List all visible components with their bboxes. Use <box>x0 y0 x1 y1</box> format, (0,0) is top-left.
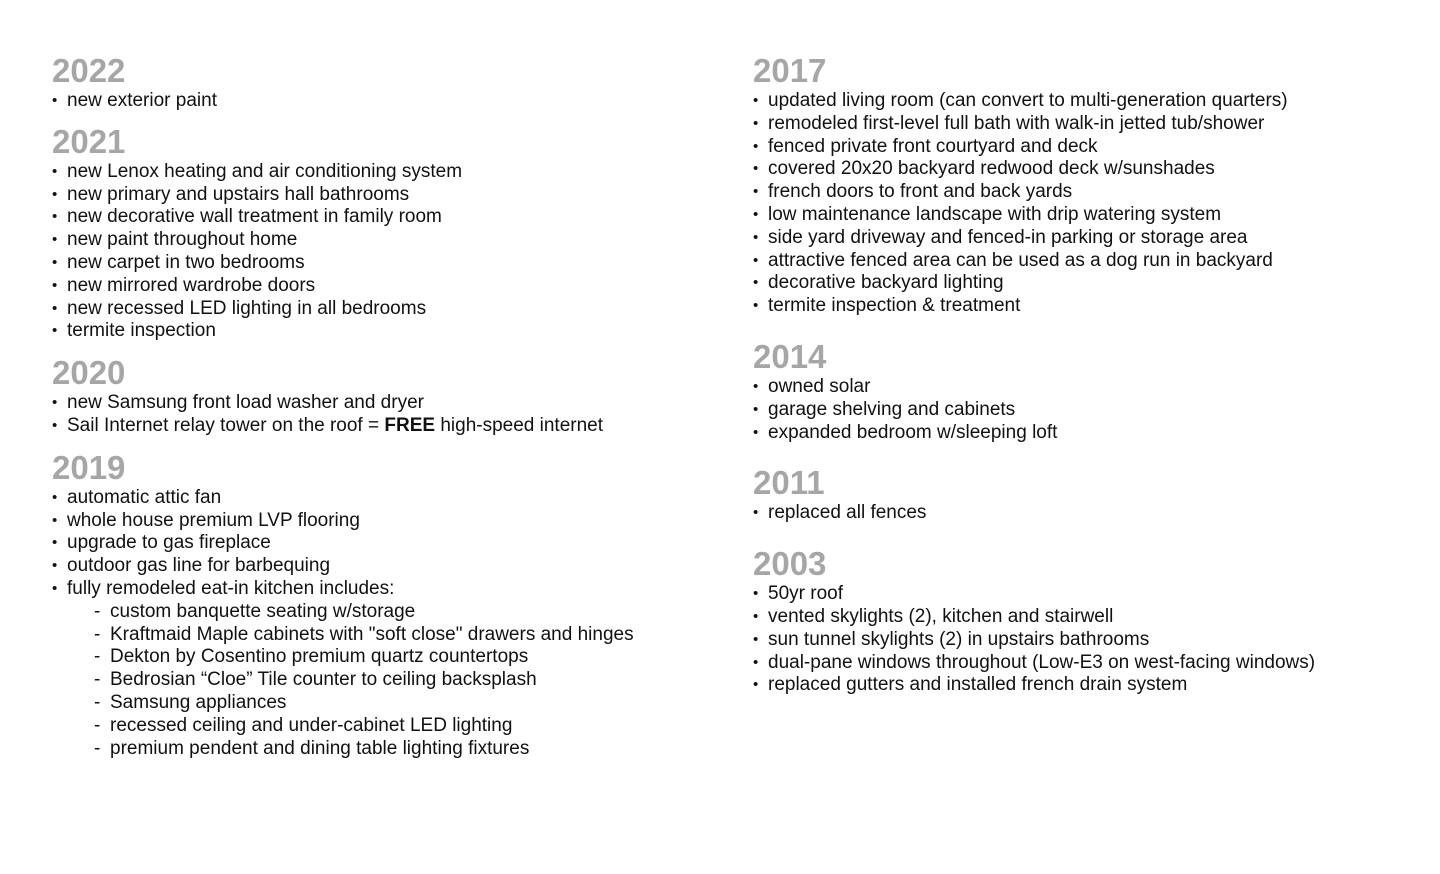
year-heading: 2019 <box>52 448 126 486</box>
kitchen-sub-list <box>52 601 732 761</box>
year-heading: 2003 <box>753 545 827 583</box>
section-2017 <box>753 52 1423 318</box>
year-heading: 2014 <box>753 337 827 375</box>
list-item: • outdoor gas line for barbequing <box>52 555 732 578</box>
sub-list-item: - Bedrosian “Cloe” Tile counter to ceiling backsplash <box>52 669 732 692</box>
list-item: • new decorative wall treatment in family room <box>52 206 732 229</box>
list-item: • garage shelving and cabinets <box>753 399 1423 422</box>
item-list <box>753 90 1423 318</box>
year-heading: 2020 <box>52 354 126 392</box>
year-heading: 2017 <box>753 52 827 89</box>
list-item: • termite inspection & treatment <box>753 295 1423 318</box>
list-item: • decorative backyard lighting <box>753 272 1423 295</box>
list-item: • automatic attic fan <box>52 487 732 510</box>
list-item: • owned solar <box>753 376 1423 399</box>
list-item: • side yard driveway and fenced-in parking or storage area <box>753 227 1423 250</box>
list-item: • new exterior paint <box>52 90 732 113</box>
item-list <box>52 487 732 601</box>
item-text-after: high-speed internet <box>435 414 604 436</box>
year-heading: 2022 <box>52 52 126 89</box>
list-item: • new Lenox heating and air conditioning system <box>52 161 732 184</box>
list-item: • new mirrored wardrobe doors <box>52 275 732 298</box>
year-heading: 2011 <box>753 464 825 502</box>
list-item: • whole house premium LVP flooring <box>52 510 732 533</box>
item-text-before: Sail Internet relay tower on the roof = <box>67 414 385 436</box>
list-item-internet <box>52 415 732 438</box>
list-item: • remodeled first-level full bath with walk-in jetted tub/shower <box>753 113 1423 136</box>
list-item: • replaced gutters and installed french drain system <box>753 674 1423 697</box>
list-item: • attractive fenced area can be used as a dog run in backyard <box>753 250 1423 273</box>
sub-list-item: - recessed ceiling and under-cabinet LED lighting <box>52 715 732 738</box>
sub-list-item: - Dekton by Cosentino premium quartz countertops <box>52 646 732 669</box>
sub-list-item: - custom banquette seating w/storage <box>52 601 732 624</box>
section-2020 <box>52 354 732 438</box>
item-list <box>52 90 732 113</box>
list-item: • sun tunnel skylights (2) in upstairs bathrooms <box>753 629 1423 652</box>
section-2019 <box>52 449 732 761</box>
item-list <box>52 161 732 343</box>
item-list <box>753 502 1423 525</box>
item-list <box>52 392 732 438</box>
section-2022 <box>52 52 732 113</box>
list-item: • new carpet in two bedrooms <box>52 252 732 275</box>
list-item: • upgrade to gas fireplace <box>52 532 732 555</box>
right-column <box>753 52 1423 697</box>
item-list <box>753 376 1423 444</box>
sub-list-item: - premium pendent and dining table lighting fixtures <box>52 738 732 761</box>
year-heading: 2021 <box>52 122 126 160</box>
list-item: • covered 20x20 backyard redwood deck w/sunshades <box>753 158 1423 181</box>
item-list <box>753 583 1423 697</box>
section-2021 <box>52 123 732 343</box>
section-2014 <box>753 338 1423 444</box>
left-column <box>52 52 732 760</box>
list-item: • termite inspection <box>52 320 732 343</box>
section-2011 <box>753 464 1423 525</box>
list-item: • fenced private front courtyard and deck <box>753 136 1423 159</box>
list-item: • new paint throughout home <box>52 229 732 252</box>
list-item: • new recessed LED lighting in all bedrooms <box>52 298 732 321</box>
list-item: • updated living room (can convert to multi-generation quarters) <box>753 90 1423 113</box>
free-emphasis: FREE <box>384 414 436 436</box>
sub-list-item: - Kraftmaid Maple cabinets with "soft close" drawers and hinges <box>52 624 732 647</box>
list-item: • dual-pane windows throughout (Low-E3 on west-facing windows) <box>753 652 1423 675</box>
list-item: • low maintenance landscape with drip watering system <box>753 204 1423 227</box>
sub-list-item: - Samsung appliances <box>52 692 732 715</box>
section-2003 <box>753 545 1423 697</box>
list-item: • replaced all fences <box>753 502 1423 525</box>
list-item: • fully remodeled eat-in kitchen includes: <box>52 578 732 601</box>
list-item: • expanded bedroom w/sleeping loft <box>753 422 1423 445</box>
list-item: • 50yr roof <box>753 583 1423 606</box>
list-item: • new Samsung front load washer and dryer <box>52 392 732 415</box>
list-item: • french doors to front and back yards <box>753 181 1423 204</box>
list-item: • new primary and upstairs hall bathrooms <box>52 184 732 207</box>
list-item: • vented skylights (2), kitchen and stairwell <box>753 606 1423 629</box>
